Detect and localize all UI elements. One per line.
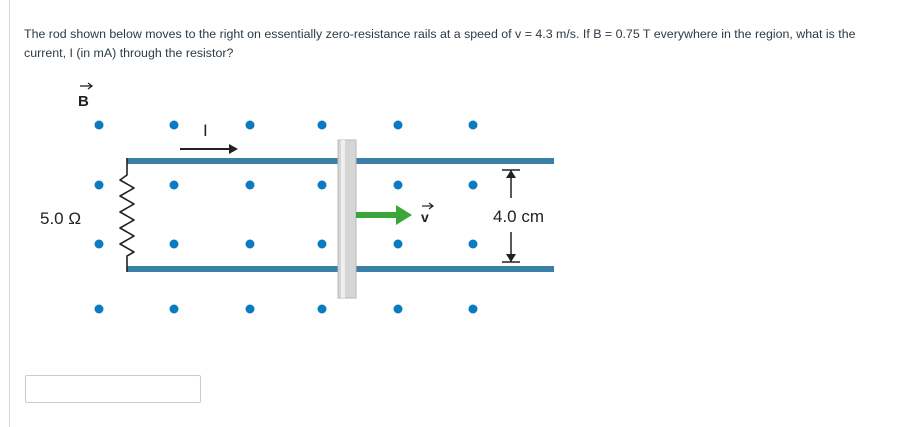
velocity-label: v (421, 209, 429, 225)
field-dot (246, 121, 255, 130)
field-dot (170, 240, 179, 249)
velocity-arrow-shaft (356, 212, 398, 218)
field-dot (95, 121, 104, 130)
question-line-1: The rod shown below moves to the right on essentially zero-resistance rails at a speed of v = 4.3 m/s. If B = 0.75 T everywhere in the region, what is the (24, 27, 856, 41)
field-dot (170, 305, 179, 314)
field-dot (394, 181, 403, 190)
current-label: I (203, 121, 208, 140)
separation-label: 4.0 cm (493, 207, 545, 226)
field-label-group (78, 83, 92, 110)
field-label: B (78, 93, 89, 110)
velocity-arrowhead (396, 205, 412, 225)
resistor (120, 158, 134, 272)
field-dot (95, 181, 104, 190)
field-dot (95, 240, 104, 249)
field-dot (246, 240, 255, 249)
current-arrowhead (229, 144, 238, 154)
question-line-2: current, I (in mA) through the resistor? (24, 46, 234, 60)
field-dot (394, 121, 403, 130)
field-dot (318, 121, 327, 130)
field-dot (469, 240, 478, 249)
velocity-indicator (356, 203, 433, 225)
field-dot (318, 305, 327, 314)
resistance-label: 5.0 Ω (40, 209, 82, 228)
current-indicator (180, 121, 238, 154)
field-dot (469, 305, 478, 314)
field-dot (170, 121, 179, 130)
field-dot (246, 181, 255, 190)
field-dot (318, 181, 327, 190)
field-dot (394, 305, 403, 314)
answer-input[interactable] (25, 375, 201, 403)
field-dot (469, 181, 478, 190)
field-dot (394, 240, 403, 249)
sliding-rod (338, 140, 356, 298)
field-dot (170, 181, 179, 190)
field-dot (318, 240, 327, 249)
field-dot (246, 305, 255, 314)
field-dot (95, 305, 104, 314)
field-dot (469, 121, 478, 130)
